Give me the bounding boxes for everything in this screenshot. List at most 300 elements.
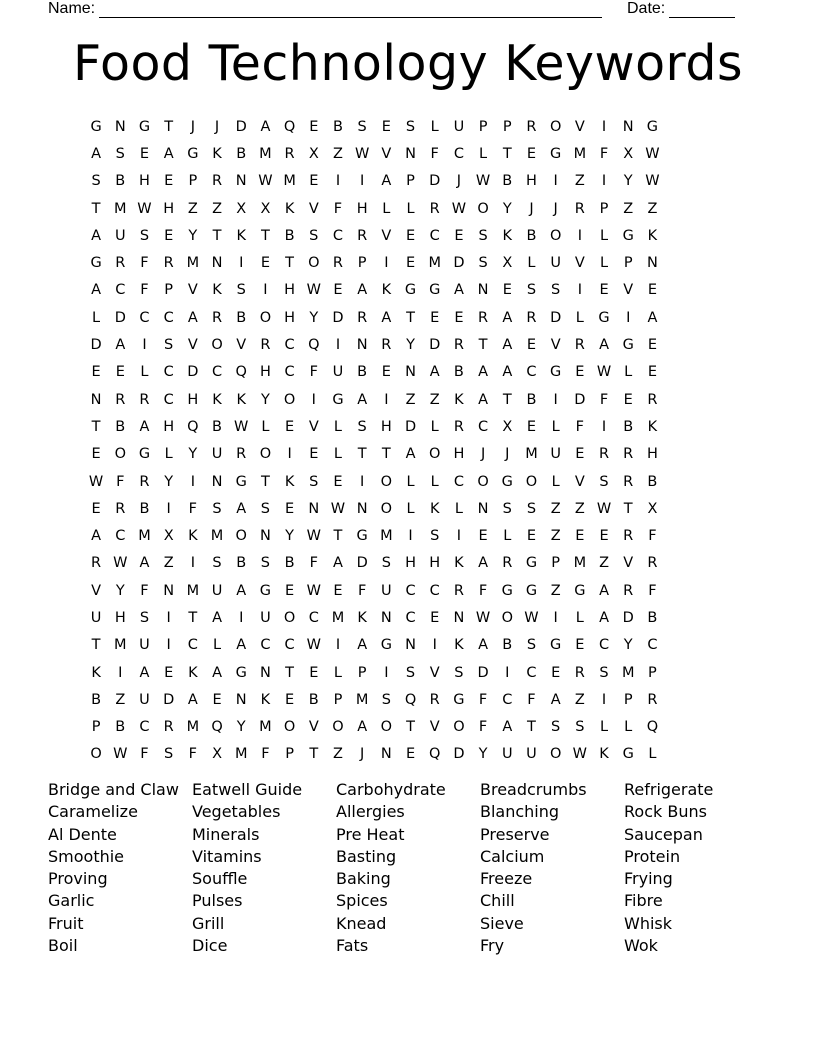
grid-letter: S (309, 473, 319, 490)
grid-row (84, 686, 665, 713)
grid-letter: G (550, 637, 562, 654)
grid-letter: A (236, 500, 247, 517)
word-list-item: Caramelize (48, 802, 138, 822)
grid-letter: I (505, 664, 510, 681)
grid-letter: R (139, 391, 150, 408)
grid-letter: X (260, 200, 271, 217)
grid-letter: R (574, 337, 585, 354)
grid-letter: B (623, 418, 634, 435)
grid-letter: S (164, 337, 174, 354)
word-list-item: Proving (48, 869, 108, 889)
grid-letter: L (599, 719, 609, 736)
grid-letter: M (331, 609, 345, 626)
grid-letter: A (139, 664, 150, 681)
grid-letter: W (258, 173, 273, 190)
grid-letter: M (428, 255, 441, 272)
grid-letter: V (187, 282, 198, 299)
grid-letter: Z (647, 200, 658, 217)
grid-letter: R (647, 691, 658, 708)
grid-letter: W (88, 473, 104, 490)
grid-letter: L (164, 446, 173, 463)
grid-letter: L (430, 418, 439, 435)
grid-letter: T (502, 391, 512, 408)
grid-letter: O (283, 391, 296, 408)
grid-letter: G (429, 282, 441, 299)
grid-letter: L (575, 309, 584, 326)
grid-letter: O (549, 118, 562, 135)
word-column (480, 779, 624, 957)
grid-letter: O (477, 200, 489, 217)
grid-letter: E (285, 500, 295, 517)
grid-letter: T (478, 337, 488, 354)
grid-letter: G (90, 255, 102, 272)
grid-letter: P (188, 173, 198, 190)
grid-letter: S (478, 255, 488, 272)
grid-letter: Y (502, 200, 512, 217)
grid-letter: R (284, 145, 295, 162)
grid-letter: R (381, 337, 392, 354)
grid-row (84, 249, 665, 276)
grid-letter: J (480, 446, 486, 463)
grid-letter: Y (188, 446, 198, 463)
grid-letter: S (309, 227, 319, 244)
grid-letter: U (381, 582, 392, 599)
grid-letter: S (599, 664, 609, 681)
grid-letter: I (166, 637, 171, 654)
grid-letter: I (263, 282, 268, 299)
grid-letter: A (333, 555, 343, 572)
grid-letter: P (406, 173, 415, 190)
grid-letter: C (429, 582, 440, 599)
grid-row (84, 495, 665, 522)
grid-letter: H (139, 173, 150, 190)
grid-letter: L (575, 609, 584, 626)
grid-letter: Q (404, 691, 417, 708)
grid-letter: F (478, 719, 488, 736)
grid-letter: E (285, 582, 295, 599)
grid-letter: O (549, 746, 562, 763)
grid-row (84, 714, 665, 741)
word-list-item: Blanching (480, 802, 560, 822)
grid-letter: P (502, 118, 512, 135)
grid-letter: T (502, 145, 512, 162)
grid-letter: K (188, 528, 198, 545)
grid-letter: U (114, 227, 126, 244)
grid-letter: M (186, 255, 200, 272)
grid-letter: C (453, 145, 464, 162)
grid-letter: L (503, 528, 512, 545)
word-list-item: Minerals (192, 824, 260, 844)
grid-letter: G (501, 582, 513, 599)
grid-row (84, 277, 665, 304)
grid-letter: C (115, 528, 126, 545)
grid-letter: F (309, 555, 318, 572)
grid-letter: S (236, 282, 246, 299)
word-list-item: Frying (624, 869, 673, 889)
grid-letter: E (405, 746, 416, 763)
grid-letter: C (478, 418, 489, 435)
word-list-item: Basting (336, 846, 397, 866)
grid-letter: R (574, 664, 585, 681)
grid-letter: N (453, 609, 465, 626)
grid-letter: R (623, 582, 634, 599)
grid-letter: H (163, 418, 175, 435)
grid-letter: V (623, 282, 634, 299)
grid-letter: U (550, 446, 561, 463)
grid-letter: S (212, 555, 222, 572)
page-title: Food Technology Keywords (73, 35, 743, 92)
grid-letter: C (211, 364, 223, 381)
grid-letter: E (115, 364, 125, 381)
grid-letter: M (573, 145, 587, 162)
grid-letter: E (212, 691, 222, 708)
grid-letter: E (309, 664, 319, 681)
grid-letter: Q (308, 337, 320, 354)
grid-letter: B (91, 691, 102, 708)
grid-letter: E (478, 528, 488, 545)
grid-letter: D (550, 309, 562, 326)
grid-letter: Y (260, 391, 270, 408)
grid-letter: E (526, 528, 537, 545)
grid-letter: P (551, 555, 561, 572)
grid-letter: L (624, 719, 633, 736)
grid-letter: P (357, 664, 367, 681)
grid-letter: N (163, 582, 175, 599)
grid-letter: N (90, 391, 102, 408)
grid-letter: N (405, 145, 416, 162)
grid-letter: A (478, 637, 489, 654)
grid-letter: Z (574, 691, 585, 708)
grid-letter: A (91, 145, 102, 162)
grid-letter: H (356, 200, 368, 217)
word-list-item: Vitamins (192, 846, 262, 866)
grid-letter: F (140, 255, 149, 272)
grid-letter: D (622, 609, 634, 626)
grid-letter: E (502, 282, 512, 299)
grid-letter: T (527, 719, 536, 736)
word-list-item: Carbohydrate (336, 780, 446, 799)
grid-letter: K (212, 282, 222, 299)
grid-letter: E (623, 391, 633, 408)
grid-letter: R (236, 446, 247, 463)
grid-letter: C (429, 227, 440, 244)
grid-letter: V (574, 255, 585, 272)
grid-letter: A (187, 309, 198, 326)
grid-letter: C (453, 473, 464, 490)
grid-letter: Z (550, 528, 561, 545)
grid-letter: I (142, 337, 147, 354)
grid-letter: O (453, 719, 465, 736)
grid-letter: R (623, 446, 634, 463)
grid-letter: K (381, 282, 392, 299)
grid-letter: M (259, 719, 272, 736)
word-list-item: Spices (336, 891, 388, 911)
grid-letter: H (187, 391, 199, 408)
word-list-item: Eatwell Guide (192, 780, 303, 799)
grid-letter: I (190, 555, 195, 572)
grid-letter: S (357, 118, 367, 135)
grid-letter: E (575, 637, 585, 654)
grid-letter: A (91, 282, 102, 299)
word-column (336, 779, 480, 957)
grid-letter: W (306, 528, 321, 545)
grid-letter: Q (646, 719, 659, 736)
grid-letter: E (647, 364, 657, 381)
grid-letter: D (187, 364, 199, 381)
grid-letter: O (283, 609, 296, 626)
grid-letter: H (114, 609, 126, 626)
grid-letter: E (575, 446, 585, 463)
grid-letter: C (598, 637, 610, 654)
grid-row (84, 577, 665, 604)
grid-letter: E (454, 227, 464, 244)
grid-letter: O (90, 746, 102, 763)
grid-letter: M (114, 200, 127, 217)
grid-letter: G (622, 746, 634, 763)
grid-letter: S (551, 282, 561, 299)
grid-letter: S (405, 118, 416, 135)
grid-letter: F (478, 691, 488, 708)
grid-letter: Y (406, 337, 415, 354)
grid-letter: I (384, 664, 389, 681)
grid-letter: Y (164, 473, 174, 490)
word-column (624, 779, 768, 957)
grid-letter: Z (187, 200, 198, 217)
word-list-item: Grill (192, 913, 225, 933)
grid-letter: T (91, 200, 101, 217)
date-blank[interactable] (669, 3, 735, 18)
grid-letter: H (284, 282, 296, 299)
grid-letter: T (406, 719, 415, 736)
grid-letter: A (163, 145, 174, 162)
grid-letter: Z (405, 391, 416, 408)
grid-letter: M (114, 637, 127, 654)
grid-letter: I (384, 391, 389, 408)
grid-letter: I (432, 637, 437, 654)
grid-letter: P (333, 691, 343, 708)
grid-letter: S (381, 691, 391, 708)
grid-letter: W (475, 173, 491, 190)
grid-letter: B (332, 118, 343, 135)
grid-letter: N (259, 664, 271, 681)
grid-letter: B (284, 227, 295, 244)
grid-letter: B (357, 364, 368, 381)
grid-letter: X (236, 200, 247, 217)
grid-letter: K (212, 391, 222, 408)
date-field[interactable] (627, 0, 735, 18)
grid-letter: G (187, 145, 199, 162)
grid-letter: T (260, 473, 270, 490)
grid-letter: W (330, 500, 346, 517)
name-blank[interactable] (99, 3, 602, 18)
grid-letter: F (648, 582, 657, 599)
word-list-item: Allergies (336, 802, 405, 822)
grid-letter: R (139, 473, 150, 490)
grid-letter: I (190, 473, 195, 490)
word-list-item: Whisk (624, 913, 673, 933)
grid-letter: L (454, 500, 463, 517)
grid-letter: U (90, 609, 102, 626)
grid-letter: G (259, 582, 272, 599)
grid-letter: D (114, 309, 126, 326)
grid-letter: A (212, 664, 222, 681)
grid-letter: K (284, 200, 295, 217)
grid-letter: L (599, 255, 609, 272)
grid-letter: A (236, 637, 247, 654)
grid-letter: T (357, 446, 367, 463)
grid-letter: B (647, 609, 658, 626)
grid-letter: T (91, 418, 101, 435)
grid-letter: M (380, 528, 393, 545)
grid-letter: Y (623, 637, 633, 654)
grid-letter: L (430, 473, 439, 490)
grid-letter: O (477, 473, 489, 490)
grid-letter: G (550, 364, 562, 381)
grid-letter: D (163, 691, 175, 708)
grid-letter: V (381, 145, 392, 162)
grid-letter: I (601, 691, 607, 708)
grid-letter: A (260, 118, 271, 135)
grid-letter: W (596, 364, 612, 381)
grid-letter: P (478, 118, 488, 135)
grid-letter: A (647, 309, 658, 326)
grid-letter: U (332, 364, 344, 381)
grid-letter: K (91, 664, 101, 681)
grid-letter: O (114, 446, 126, 463)
grid-letter: N (477, 282, 489, 299)
grid-letter: W (451, 200, 467, 217)
grid-letter: H (380, 418, 392, 435)
grid-letter: S (526, 637, 537, 654)
grid-letter: F (309, 364, 318, 381)
grid-letter: W (524, 609, 539, 626)
grid-letter: E (260, 255, 270, 272)
grid-letter: U (211, 582, 223, 599)
word-list-item: Bridge and Claw (48, 780, 179, 799)
grid-letter: I (335, 173, 341, 190)
grid-letter: G (622, 337, 634, 354)
grid-letter: Z (574, 173, 585, 190)
grid-letter: L (624, 364, 633, 381)
grid-letter: I (456, 528, 462, 545)
grid-letter: K (188, 664, 198, 681)
grid-letter: O (332, 719, 344, 736)
grid-letter: X (308, 145, 319, 162)
grid-letter: C (526, 664, 537, 681)
grid-letter: O (549, 227, 562, 244)
grid-letter: X (502, 418, 513, 435)
grid-letter: E (285, 691, 295, 708)
grid-letter: F (140, 282, 149, 299)
grid-letter: B (502, 637, 513, 654)
grid-letter: B (526, 227, 537, 244)
grid-letter: U (501, 746, 513, 763)
grid-letter: G (138, 446, 151, 463)
grid-letter: C (187, 637, 198, 654)
grid-letter: L (599, 227, 609, 244)
grid-letter: S (91, 173, 101, 190)
grid-letter: F (188, 500, 198, 517)
grid-letter: C (139, 309, 150, 326)
grid-letter: J (190, 118, 195, 135)
grid-letter: A (212, 609, 222, 626)
grid-letter: W (306, 282, 321, 299)
grid-letter: K (502, 227, 513, 244)
grid-letter: X (163, 528, 174, 545)
grid-letter: G (574, 582, 586, 599)
grid-letter: T (406, 309, 415, 326)
grid-letter: R (623, 473, 634, 490)
grid-letter: H (526, 173, 537, 190)
grid-letter: Q (235, 364, 247, 381)
grid-letter: I (408, 528, 413, 545)
grid-letter: N (405, 364, 416, 381)
grid-letter: E (285, 418, 295, 435)
grid-letter: L (527, 255, 536, 272)
grid-letter: Y (285, 528, 295, 545)
grid-letter: Z (333, 145, 343, 162)
grid-letter: N (356, 500, 368, 517)
grid-letter: F (140, 582, 149, 599)
grid-letter: R (526, 309, 537, 326)
grid-letter: B (647, 473, 658, 490)
grid-row (84, 359, 665, 386)
grid-letter: B (236, 555, 247, 572)
grid-letter: E (647, 337, 657, 354)
grid-letter: Q (187, 418, 199, 435)
grid-letter: R (260, 337, 271, 354)
grid-letter: G (235, 473, 247, 490)
word-list-item: Al Dente (48, 824, 117, 844)
grid-row (84, 659, 665, 686)
grid-letter: K (454, 637, 464, 654)
grid-letter: R (647, 391, 658, 408)
grid-letter: O (501, 609, 513, 626)
grid-letter: P (623, 691, 633, 708)
grid-letter: F (599, 145, 609, 162)
grid-letter: T (381, 446, 391, 463)
grid-letter: M (355, 691, 369, 708)
grid-letter: E (91, 364, 101, 381)
name-field[interactable] (48, 0, 602, 18)
grid-letter: I (360, 173, 365, 190)
word-list-item: Pre Heat (336, 824, 405, 844)
grid-letter: K (454, 555, 464, 572)
grid-letter: G (138, 118, 151, 135)
grid-letter: P (648, 664, 657, 681)
grid-letter: J (529, 200, 534, 217)
grid-letter: R (453, 582, 464, 599)
grid-letter: A (478, 391, 489, 408)
grid-letter: K (429, 500, 440, 517)
grid-letter: F (188, 746, 198, 763)
grid-letter: N (235, 691, 247, 708)
grid-letter: J (214, 118, 220, 135)
grid-letter: S (260, 500, 271, 517)
grid-letter: V (429, 664, 440, 681)
grid-letter: D (404, 418, 417, 435)
grid-letter: Y (478, 746, 488, 763)
grid-letter: R (91, 555, 102, 572)
grid-letter: O (429, 446, 441, 463)
grid-letter: S (115, 145, 125, 162)
grid-letter: A (357, 637, 368, 654)
grid-letter: K (236, 391, 246, 408)
grid-letter: A (502, 337, 513, 354)
word-list-item: Boil (48, 936, 78, 956)
grid-row (84, 604, 665, 631)
grid-letter: L (406, 500, 415, 517)
